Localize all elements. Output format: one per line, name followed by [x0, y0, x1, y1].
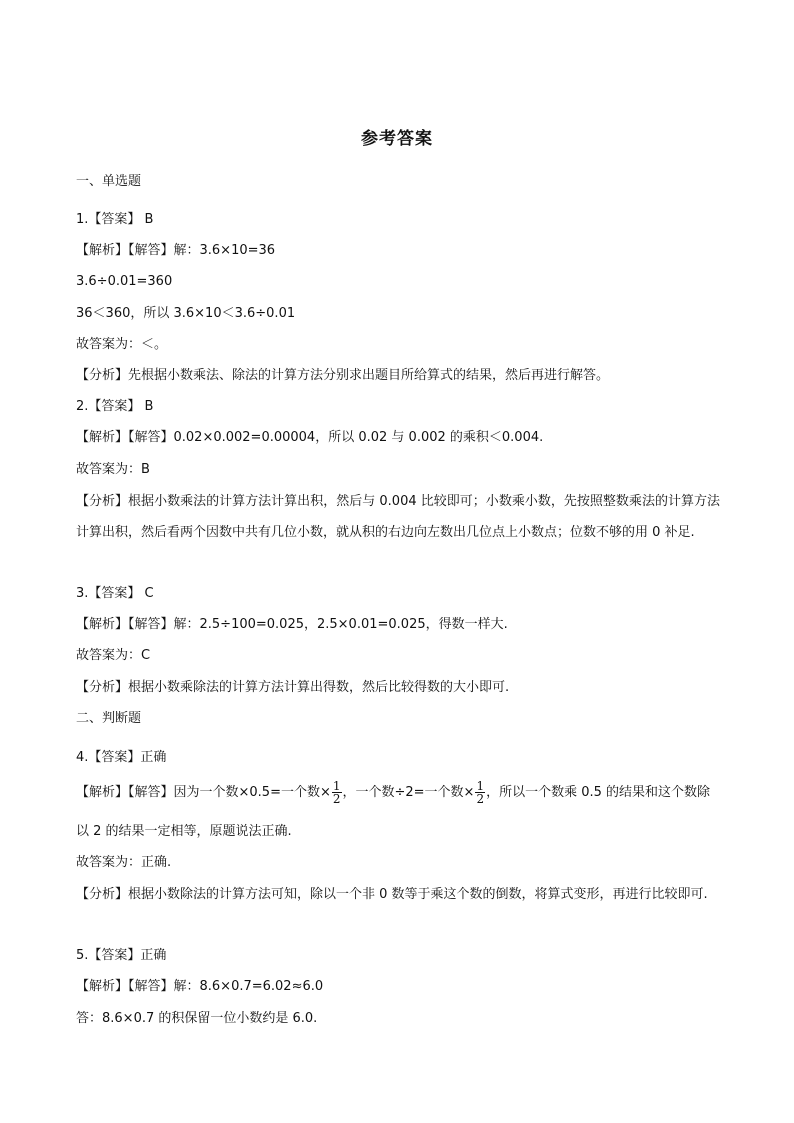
q2-solution-line-1: 【解析】【解答】0.02×0.002=0.00004，所以 0.02 与 0.002 的乘积＜0.004.: [76, 430, 544, 445]
q4-solution-text-c: ，所以一个数乘 0.5 的结果和这个数除: [486, 785, 711, 800]
q1-solution-line-2: 3.6÷0.01=360: [76, 274, 173, 289]
fraction-one-half-2: [475, 780, 485, 805]
q1-solution-line-3: 36＜360，所以 3.6×10＜3.6÷0.01: [76, 306, 296, 321]
q2-conclusion: 故答案为：B: [76, 462, 150, 477]
fraction-denominator: 2: [476, 792, 485, 806]
q4-analysis: 【分析】根据小数除法的计算方法可知，除以一个非 0 数等于乘这个数的倒数，将算式变形，再进行比较即可.: [76, 887, 708, 902]
q4-solution-text-b: ，一个数÷2=一个数×: [342, 785, 475, 800]
q3-solution-line-1: 【解析】【解答】解：2.5÷100=0.025，2.5×0.01=0.025，得数一样大.: [76, 617, 508, 632]
q3-analysis: 【分析】根据小数乘除法的计算方法计算出得数，然后比较得数的大小即可.: [76, 680, 510, 695]
fraction-numerator: 1: [476, 779, 485, 793]
q2-analysis: 【分析】根据小数乘法的计算方法计算出积，然后与 0.004 比较即可；小数乘小数，先按照整数乘法的计算方法计算出积，然后看两个因数中共有几位小数，就从积的右边向左数出几位点上小数点；位数不够的用 0 补足.: [76, 494, 720, 540]
q5-final-answer: 答：8.6×0.7 的积保留一位小数约是 6.0.: [76, 1011, 318, 1026]
q1-conclusion: 故答案为：＜。: [76, 337, 168, 352]
q4-solution-line-1: [76, 777, 710, 809]
q1-solution-line-1: 【解析】【解答】解：3.6×10=36: [76, 243, 276, 258]
q4-conclusion: 故答案为：正确.: [76, 855, 172, 870]
fraction-denominator: 2: [332, 792, 341, 806]
q1-analysis: 【分析】先根据小数乘法、除法的计算方法分别求出题目所给算式的结果，然后再进行解答。: [76, 368, 610, 383]
fraction-one-half: [332, 780, 342, 805]
fraction-numerator: 1: [332, 779, 341, 793]
q4-solution-line-2: 以 2 的结果一定相等，原题说法正确.: [76, 824, 292, 839]
q4-solution-text-a: 【解析】【解答】因为一个数×0.5=一个数×: [76, 785, 331, 800]
q5-answer: 5.【答案】正确: [76, 948, 167, 963]
section-heading-judgement: 二、判断题: [76, 711, 142, 726]
page-title: 参考答案: [361, 129, 433, 149]
q1-answer: 1.【答案】 B: [76, 212, 154, 227]
section-heading-single-choice: 一、单选题: [76, 174, 142, 189]
q2-answer: 2.【答案】 B: [76, 399, 154, 414]
q4-answer: 4.【答案】正确: [76, 750, 167, 765]
q5-solution-line-1: 【解析】【解答】解：8.6×0.7=6.02≈6.0: [76, 979, 324, 994]
q3-conclusion: 故答案为：C: [76, 648, 151, 663]
q3-answer: 3.【答案】 C: [76, 586, 154, 601]
